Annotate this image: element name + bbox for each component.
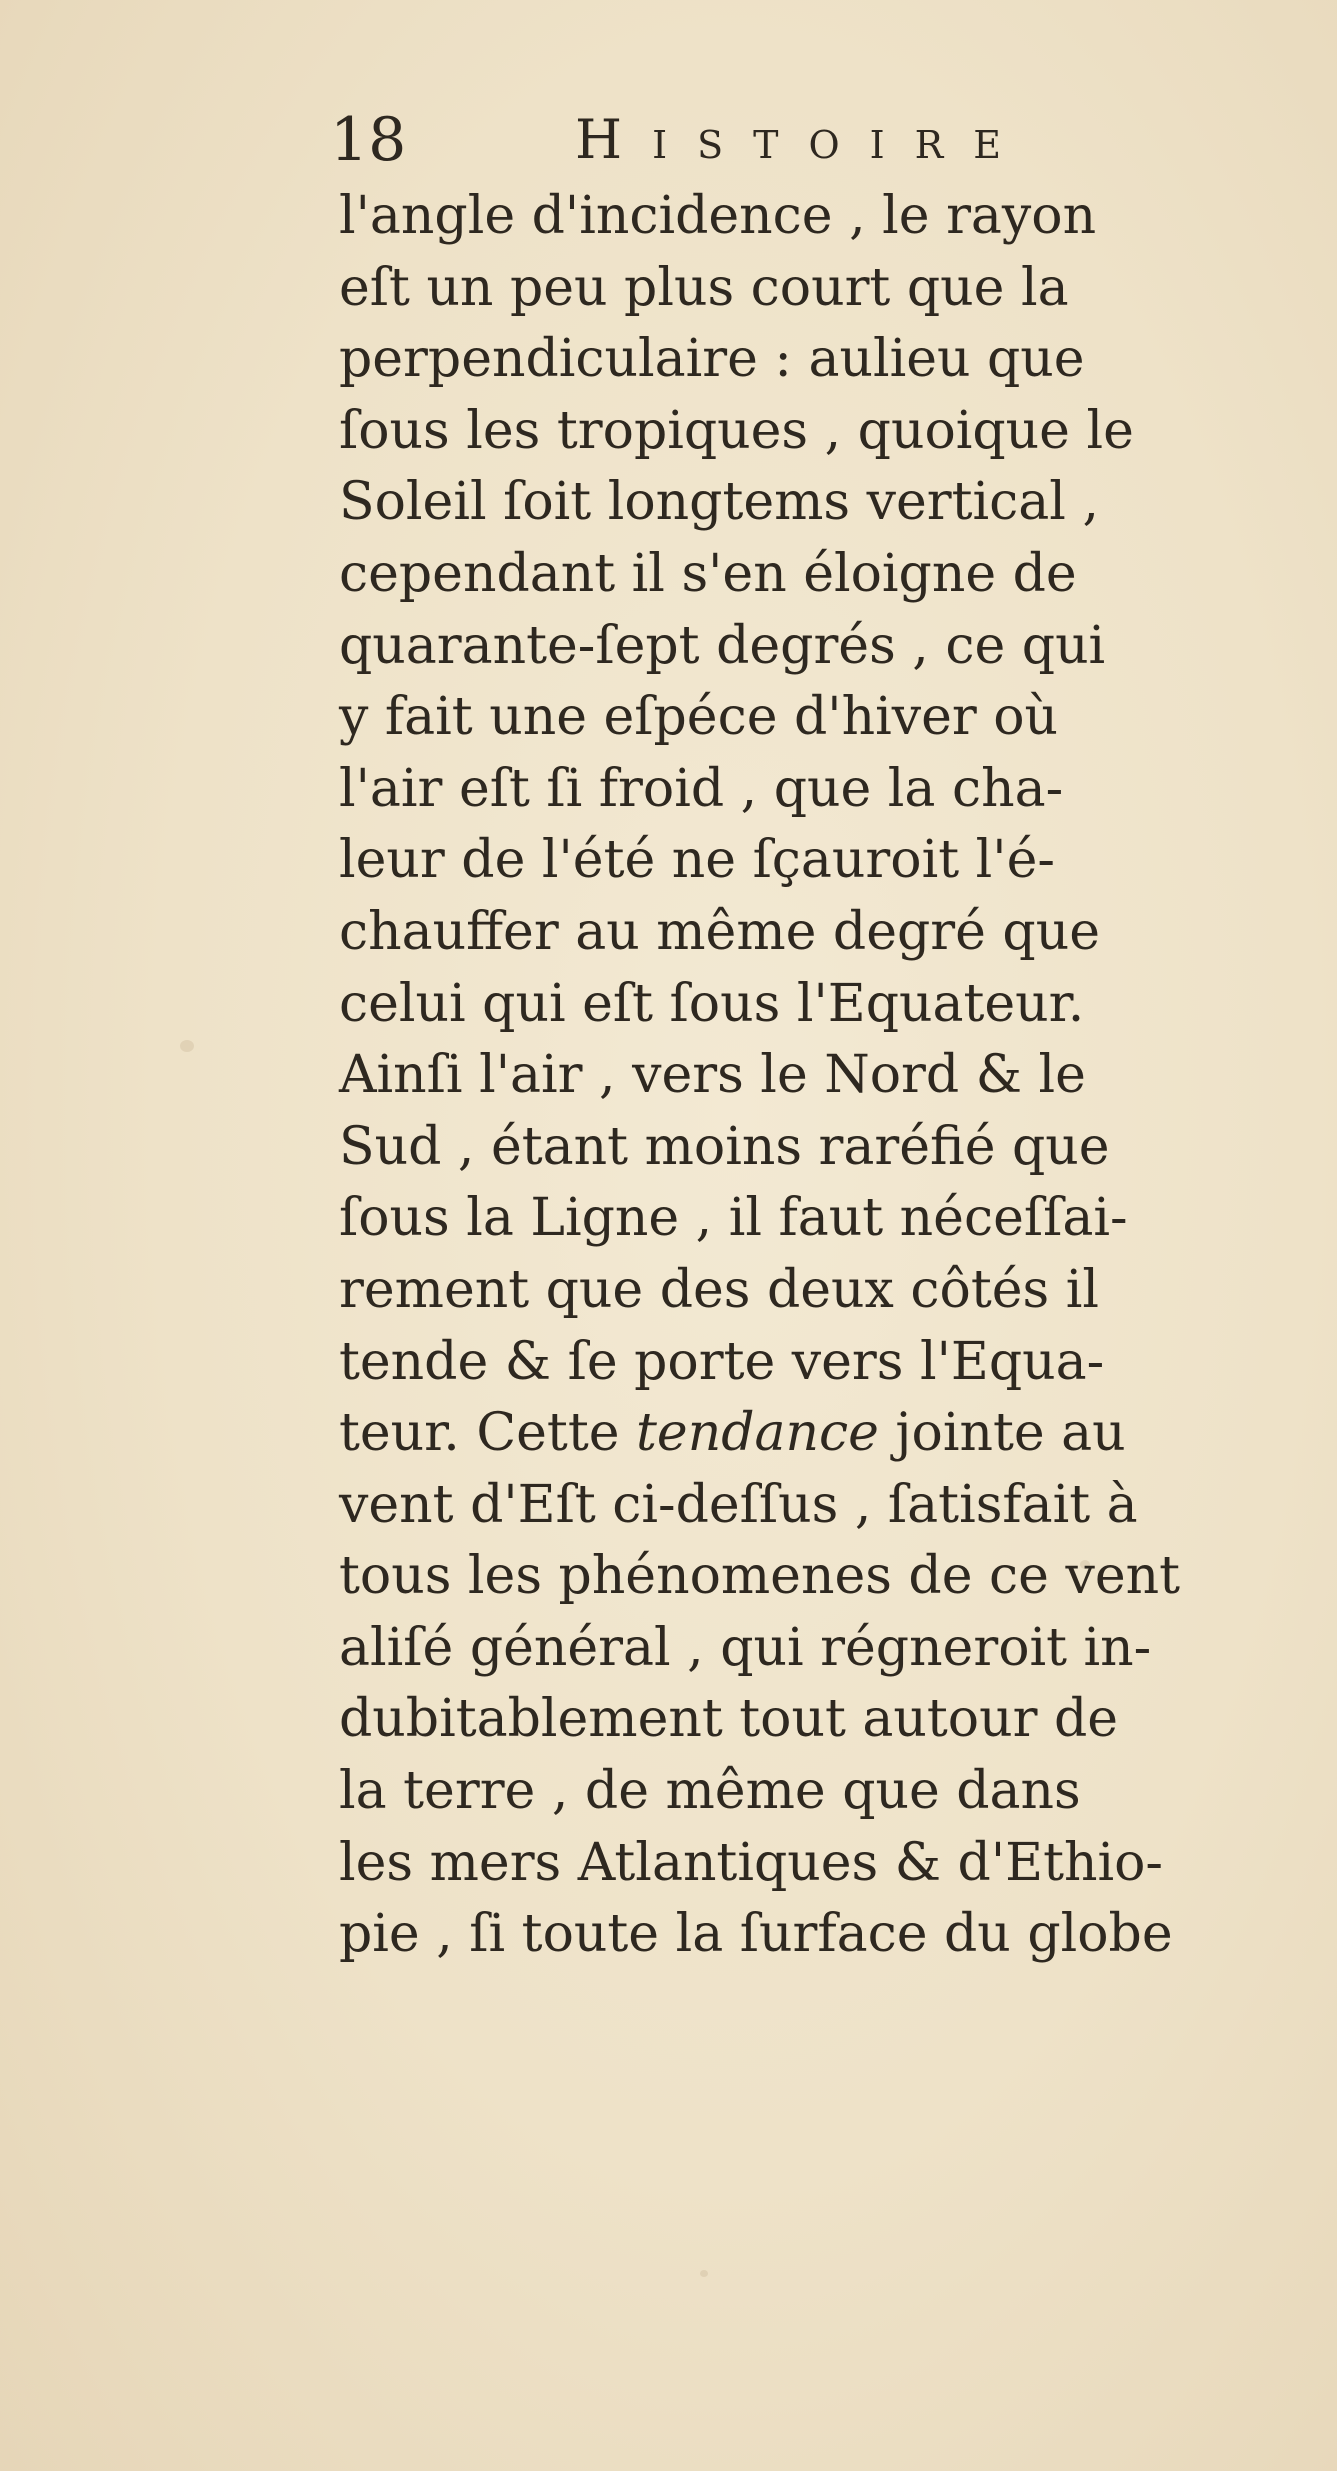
text-line: leur de l'été ne ſçauroit l'é- — [339, 830, 1055, 891]
body-text — [339, 181, 1337, 1971]
text-line: tende & ſe porte vers l'Equa- — [339, 1331, 1105, 1392]
text-line: celui qui eſt ſous l'Equateur. — [339, 973, 1085, 1034]
page-number: 18 — [330, 105, 407, 175]
paper-stain — [180, 1040, 194, 1052]
text-line: l'angle d'incidence , le rayon — [339, 186, 1097, 246]
text-line: l'air eſt ſi froid , que la cha- — [339, 758, 1064, 819]
text-line: Soleil ſoit longtems vertical , — [339, 472, 1099, 533]
text-line: pie , ſi toute la ſurface du globe — [339, 1904, 1173, 1965]
italic-word: tendance — [636, 1403, 879, 1464]
text-line: eſt un peu plus court que la — [339, 257, 1069, 318]
text-line: dubitablement tout autour de — [339, 1689, 1119, 1750]
running-head: Histoire — [575, 108, 1031, 171]
text-line: y fait une eſpéce d'hiver où — [339, 687, 1059, 748]
text-line: Ainſi l'air , vers le Nord & le — [339, 1045, 1086, 1106]
text-line: tous les phénomenes de ce vent — [339, 1546, 1180, 1607]
text-line-start: teur. Cette — [339, 1403, 637, 1464]
text-line: quarante-ſept degrés , ce qui — [339, 615, 1106, 676]
text-line: les mers Atlantiques & d'Ethio- — [339, 1832, 1163, 1893]
page-header — [330, 105, 1090, 175]
text-line: ſous les tropiques , quoique le — [339, 400, 1134, 461]
text-line: rement que des deux côtés il — [339, 1259, 1099, 1320]
text-line: aliſé général , qui régneroit in- — [339, 1617, 1152, 1678]
text-line — [339, 1398, 1337, 1470]
text-line-end: jointe au — [878, 1403, 1126, 1464]
text-line: vent d'Eſt ci-deſſus , ſatisfait à — [339, 1474, 1138, 1535]
text-line: chauffer au même degré que — [339, 901, 1100, 962]
paper-stain — [700, 2270, 708, 2277]
text-line: Sud , étant moins raréfié que — [339, 1116, 1110, 1177]
text-line: ſous la Ligne , il faut néceſſai- — [339, 1188, 1128, 1249]
text-line: perpendiculaire : aulieu que — [339, 329, 1085, 390]
text-line: cependant il s'en éloigne de — [339, 543, 1077, 604]
text-line: la terre , de même que dans — [339, 1761, 1081, 1822]
